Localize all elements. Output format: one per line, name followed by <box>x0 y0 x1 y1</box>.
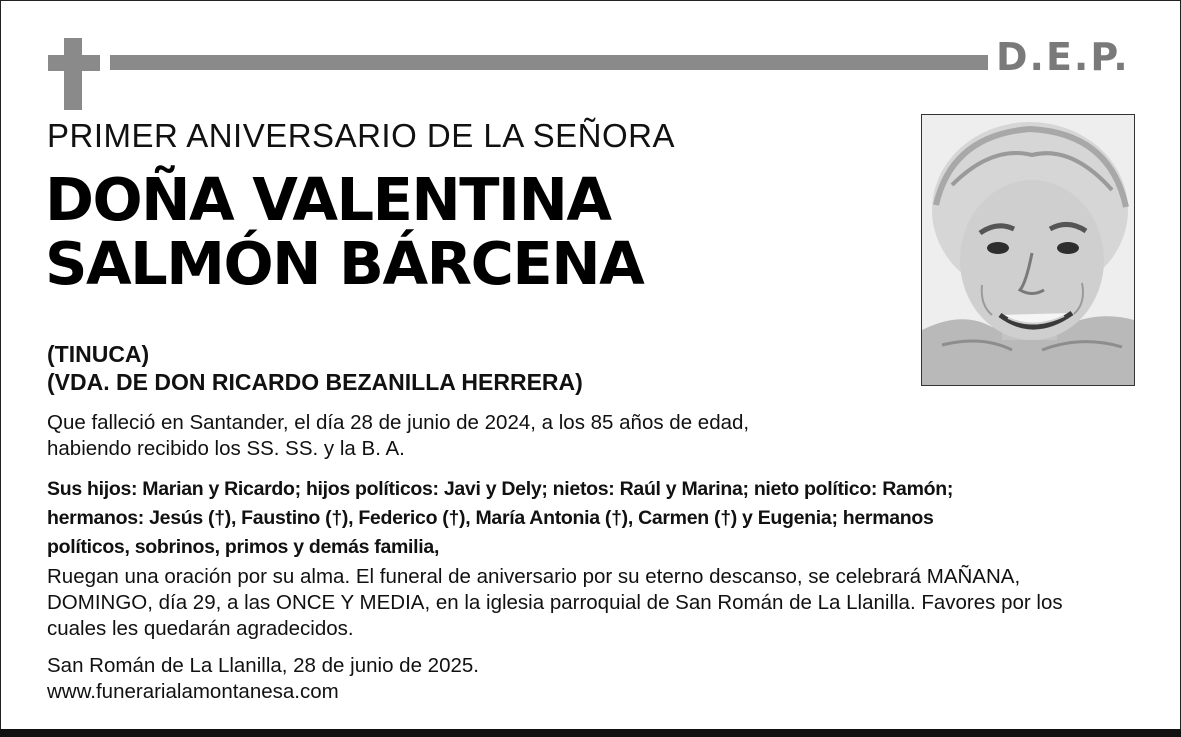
header-rule <box>110 55 988 70</box>
family-line: Sus hijos: Marian y Ricardo; hijos políticos: Javi y Dely; nietos: Raúl y Marina; nieto político: Ramón; <box>47 478 954 500</box>
cross-icon <box>48 38 100 110</box>
death-info-line: habiendo recibido los SS. SS. y la B. A. <box>47 437 405 460</box>
footer <box>47 653 867 705</box>
portrait-illustration <box>922 115 1134 385</box>
funeral-info <box>47 564 1137 642</box>
family-list <box>47 475 1137 562</box>
name-line-2: SALMÓN BÁRCENA <box>45 229 644 298</box>
family-line: hermanos: Jesús (†), Faustino (†), Federico (†), María Antonia (†), Carmen (†) y Eugenia; hermanos <box>47 507 934 529</box>
funeral-line: DOMINGO, día 29, a las ONCE Y MEDIA, en la iglesia parroquial de San Román de La Llanilla. Favores por los <box>47 591 1063 614</box>
family-line: políticos, sobrinos, primos y demás familia, <box>47 536 440 558</box>
death-info <box>47 410 867 462</box>
portrait-photo <box>921 114 1135 386</box>
place-date: San Román de La Llanilla, 28 de junio de 2025. <box>47 654 479 677</box>
widow-of: (VDA. DE DON RICARDO BEZANILLA HERRERA) <box>47 369 583 395</box>
death-info-line: Que falleció en Santander, el día 28 de junio de 2024, a los 85 años de edad, <box>47 411 750 434</box>
dep-label: D.E.P. <box>996 35 1130 79</box>
website-link[interactable]: www.funerarialamontanesa.com <box>47 680 339 703</box>
bottom-border <box>0 729 1181 737</box>
nickname: (TINUCA) <box>47 341 150 367</box>
name-line-1: DOÑA VALENTINA <box>45 165 611 234</box>
deceased-name <box>45 165 644 298</box>
nickname-block <box>47 340 583 396</box>
funeral-line: cuales les quedarán agradecidos. <box>47 617 354 640</box>
anniversary-subtitle: PRIMER ANIVERSARIO DE LA SEÑORA <box>47 117 675 154</box>
funeral-line: Ruegan una oración por su alma. El funeral de aniversario por su eterno descanso, se celebrará MAÑANA, <box>47 565 1021 588</box>
